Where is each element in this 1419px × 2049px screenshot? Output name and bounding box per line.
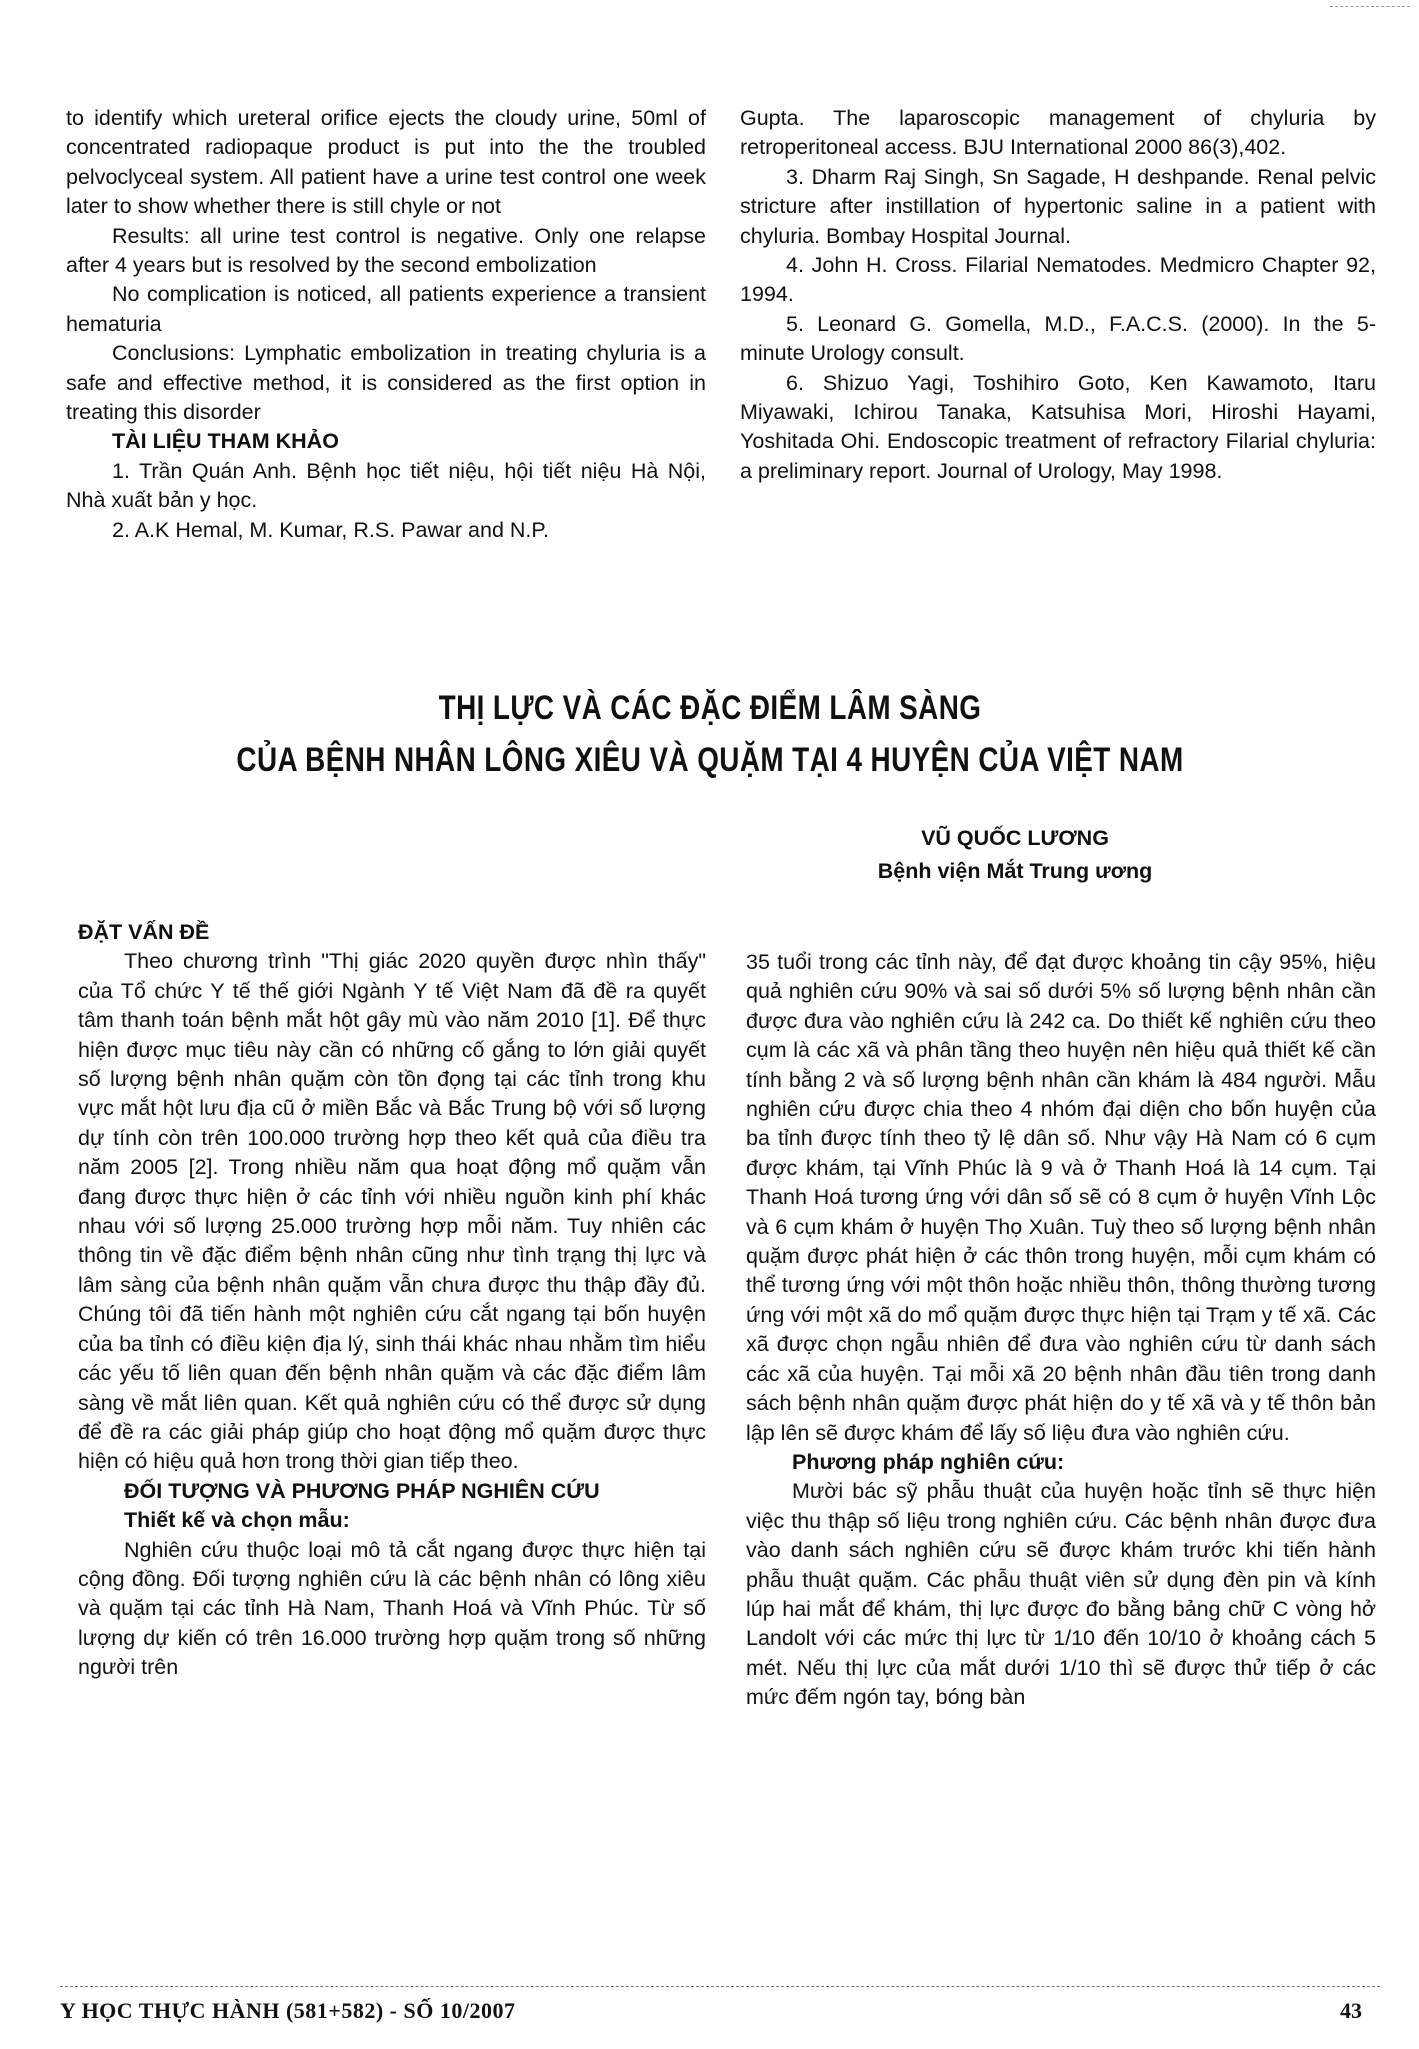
journal-footer: Y HỌC THỰC HÀNH (581+582) - SỐ 10/2007: [60, 1998, 516, 2023]
reference-item: 6. Shizuo Yagi, Toshihiro Goto, Ken Kawamoto, Itaru Miyawaki, Ichirou Tanaka, Katsuhisa Mori, Hiroshi Hayami, Yoshitada Ohi. Endoscopic treatment of refractory Filarial chyluria: a preliminary report. Journal of Urology, May 1998.: [740, 370, 1376, 483]
author-block: [800, 822, 1230, 888]
reference-item: 4. John H. Cross. Filarial Nematodes. Medmicro Chapter 92, 1994.: [740, 253, 1376, 307]
reference-item: 1. Trần Quán Anh. Bệnh học tiết niệu, hội tiết niệu Hà Nội, Nhà xuất bản y học.: [66, 458, 706, 513]
reference-item: Gupta. The laparoscopic management of chyluria by retroperitoneal access. BJU International 2000 86(3),402.: [740, 106, 1376, 160]
body-paragraph: Nghiên cứu thuộc loại mô tả cắt ngang được thực hiện tại cộng đồng. Đối tượng nghiên cứu là các bệnh nhân có lông xiêu và quặm tại các tỉnh Hà Nam, Thanh Hoá và Vĩnh Phúc. Từ số lượng dự kiến có trên 16.000 trường hợp quặm trong số những người trên: [78, 1537, 706, 1680]
footer-rule: [60, 1986, 1380, 1987]
column-bottom-right: [746, 948, 1376, 1713]
page-number: 43: [1340, 1998, 1362, 2023]
body-paragraph: Theo chương trình "Thị giác 2020 quyền được nhìn thấy" của Tổ chức Y tế thế giới Ngành Y tế Việt Nam đã đề ra quyết tâm thanh toán bệnh mắt hột gây mù vào năm 2010 [1]. Để thực hiện được mục tiêu này cần có những cố gắng to lớn giải quyết số lượng bệnh nhân quặm còn tồn đọng tại các tỉnh trong khu vực mắt hột lưu địa cũ ở miền Bắc và Bắc Trung bộ với số lượng dự tính còn trên 100.000 trường hợp theo kết quả của điều tra năm 2005 [2]. Trong nhiều năm qua hoạt động mổ quặm vẫn đang được thực hiện ở các tỉnh với nhiều nguồn kinh phí khác nhau với số lượng 25.000 trường hợp mỗi năm. Tuy nhiên các thông tin về đặc điểm bệnh nhân cũng như tình trạng thị lực và lâm sàng của bệnh nhân quặm vẫn chưa được thu thập đầy đủ. Chúng tôi đã tiến hành một nghiên cứu cắt ngang tại bốn huyện của ba tỉnh có điều kiện địa lý, sinh thái khác nhau nhằm tìm hiểu các yếu tố liên quan đến bệnh nhân quặm và các đặc điểm lâm sàng về mắt liên quan. Kết quả nghiên cứu có thể được sử dụng để đề ra các giải pháp giúp cho hoạt động mổ quặm được thực hiện có hiệu quả hơn trong thời gian tiếp theo.: [78, 949, 706, 1474]
reference-item: 2. A.K Hemal, M. Kumar, R.S. Pawar and N.P.: [112, 517, 549, 542]
column-top-left: [66, 104, 706, 545]
body-paragraph: 35 tuổi trong các tỉnh này, để đạt được khoảng tin cậy 95%, hiệu quả nghiên cứu 90% và sai số dưới 5% số lượng bệnh nhân cần được đưa vào nghiên cứu là 242 ca. Do thiết kế nghiên cứu theo cụm là các xã và phân tầng theo huyện nên hiệu quả thiết kế cần tính bằng 2 và số lượng bệnh nhân cần khám là 484 người. Mẫu nghiên cứu được chia theo 4 nhóm đại diện cho bốn huyện của ba tỉnh được tính theo tỷ lệ dân số. Như vậy Hà Nam có 6 cụm được khám, tại Vĩnh Phúc là 9 và ở Thanh Hoá là 14 cụm. Tại Thanh Hoá tương ứng với dân số sẽ có 8 cụm ở huyện Vĩnh Lộc và 6 cụm khám ở huyện Thọ Xuân. Tuỳ theo số lượng bệnh nhân quặm được phát hiện ở các thôn trong huyện, mỗi cụm khám có thể tương ứng với một thôn hoặc nhiều thôn, thông thường tương ứng với một xã do mổ quặm được thực hiện tại Trạm y tế xã. Các xã được chọn ngẫu nhiên để đưa vào nghiên cứu từ danh sách các xã của huyện. Tại mỗi xã 20 bệnh nhân đầu tiên trong danh sách bệnh nhân quặm được phát hiện do y tế xã và y tế thôn bản lập lên sẽ được khám để lấy số liệu đưa vào nghiên cứu.: [746, 950, 1376, 1445]
column-bottom-left: [78, 918, 706, 1683]
reference-item: 5. Leonard G. Gomella, M.D., F.A.C.S. (2000). In the 5- minute Urology consult.: [740, 311, 1376, 366]
abstract-paragraph: Results: all urine test control is negative. Only one relapse after 4 years but is resolved by the second embolization: [66, 223, 706, 278]
section-heading: ĐẶT VẤN ĐỀ: [78, 920, 210, 944]
column-top-right: [740, 104, 1376, 486]
references-heading: TÀI LIỆU THAM KHẢO: [112, 429, 339, 454]
reference-item: 3. Dharm Raj Singh, Sn Sagade, H deshpande. Renal pelvic stricture after instillation of hypertonic saline in a patient with chyluria. Bombay Hospital Journal.: [740, 164, 1376, 248]
author-name: VŨ QUỐC LƯƠNG: [921, 826, 1109, 850]
abstract-paragraph: No complication is noticed, all patients experience a transient hematuria: [66, 282, 706, 336]
abstract-paragraph: to identify which ureteral orifice ejects the cloudy urine, 50ml of concentrated radiopaque product is put into the the troubled pelvoclyceal system. All patient have a urine test control one week later to show whether there is still chyle or not: [66, 106, 706, 219]
subsection-heading: Thiết kế và chọn mẫu:: [124, 1508, 350, 1533]
article-title: [120, 682, 1300, 786]
author-affiliation: Bệnh viện Mắt Trung ương: [877, 859, 1153, 883]
section-heading: ĐỐI TƯỢNG VÀ PHƯƠNG PHÁP NGHIÊN CỨU: [124, 1478, 600, 1503]
top-rule: [1330, 6, 1410, 7]
abstract-paragraph: Conclusions: Lymphatic embolization in treating chyluria is a safe and effective method, it is considered as the first option in treating this disorder: [66, 341, 706, 425]
body-paragraph: Mười bác sỹ phẫu thuật của huyện hoặc tỉnh sẽ thực hiện việc thu thập số liệu trong nghiên cứu. Các bệnh nhân được đưa vào danh sách nghiên cứu sẽ được khám trước khi tiến hành phẫu thuật quặm. Các phẫu thuật viên sử dụng đèn pin và kính lúp hai mắt để khám, thị lực được đo bằng bảng chữ C vòng hở Landolt với các mức thị lực từ 1/10 đến 10/10 ở khoảng cách 5 mét. Nếu thị lực của mắt dưới 1/10 thì sẽ được thử tiếp ở các mức đếm ngón tay, bóng bàn: [746, 1479, 1376, 1710]
subsection-heading: Phương pháp nghiên cứu:: [792, 1449, 1065, 1474]
title-line: CỦA BỆNH NHÂN LÔNG XIÊU VÀ QUẶM TẠI 4 HUYỆN CỦA VIỆT NAM: [236, 741, 1184, 779]
title-line: THỊ LỰC VÀ CÁC ĐẶC ĐIỂM LÂM SÀNG: [438, 689, 982, 727]
